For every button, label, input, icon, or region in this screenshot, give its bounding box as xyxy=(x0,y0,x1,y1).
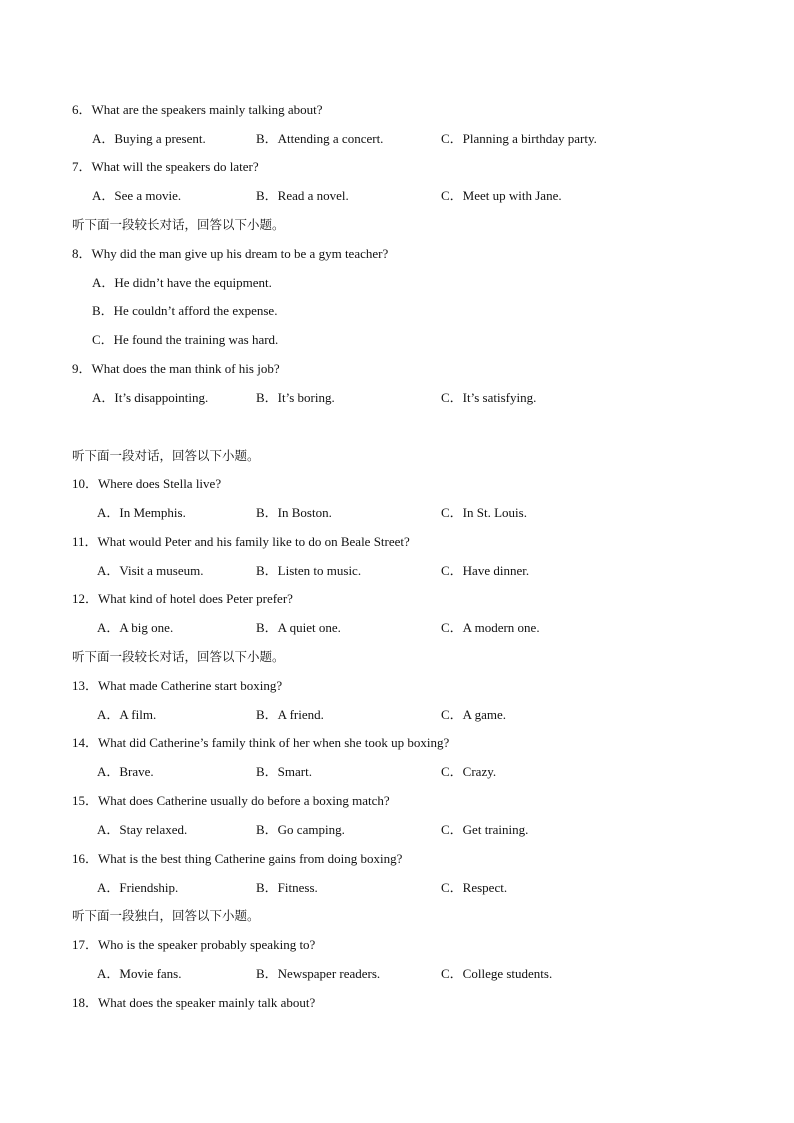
option-b: B．In Boston. xyxy=(256,505,332,520)
option-c: C．Meet up with Jane. xyxy=(441,188,562,203)
option-a: A．A film. xyxy=(97,707,157,722)
option-a: A．Brave. xyxy=(97,764,154,779)
option-c: C．Have dinner. xyxy=(441,563,530,578)
question-text: 13．What made Catherine start boxing? xyxy=(72,678,283,693)
option-c: C．It’s satisfying. xyxy=(441,390,537,405)
option-a: A．It’s disappointing. xyxy=(92,390,209,405)
section-heading: 听下面一段对话，回答以下小题。 xyxy=(72,448,260,463)
option-a: A．A big one. xyxy=(97,620,174,635)
option-a: A．See a movie. xyxy=(92,188,182,203)
option-b: B．A quiet one. xyxy=(256,620,341,635)
option-a: A．Stay relaxed. xyxy=(97,822,188,837)
option-b: B．Listen to music. xyxy=(256,563,362,578)
question-text: 17．Who is the speaker probably speaking to? xyxy=(72,937,316,952)
option-line: C．He found the training was hard. xyxy=(92,332,279,347)
option-c: C．A game. xyxy=(441,707,506,722)
option-b: B．A friend. xyxy=(256,707,324,722)
option-c: C．College students. xyxy=(441,966,553,981)
option-b: B．It’s boring. xyxy=(256,390,335,405)
option-c: C．Respect. xyxy=(441,880,508,895)
option-a: A．Movie fans. xyxy=(97,966,182,981)
option-b: B．Newspaper readers. xyxy=(256,966,381,981)
question-text: 8．Why did the man give up his dream to be a gym teacher? xyxy=(72,246,389,261)
option-b: B．Go camping. xyxy=(256,822,345,837)
question-text: 15．What does Catherine usually do before a boxing match? xyxy=(72,793,390,808)
section-heading: 听下面一段独白，回答以下小题。 xyxy=(72,908,260,923)
option-a: A．In Memphis. xyxy=(97,505,186,520)
option-a: A．Visit a museum. xyxy=(97,563,204,578)
section-heading: 听下面一段较长对话，回答以下小题。 xyxy=(72,649,285,664)
option-a: A．Friendship. xyxy=(97,880,179,895)
option-b: B．Smart. xyxy=(256,764,312,779)
question-text: 10．Where does Stella live? xyxy=(72,476,222,491)
option-a: A．Buying a present. xyxy=(92,131,206,146)
question-text: 7．What will the speakers do later? xyxy=(72,159,259,174)
option-c: C．Get training. xyxy=(441,822,529,837)
option-line: B．He couldn’t afford the expense. xyxy=(92,303,278,318)
option-b: B．Read a novel. xyxy=(256,188,349,203)
question-text: 6．What are the speakers mainly talking about? xyxy=(72,102,323,117)
question-text: 9．What does the man think of his job? xyxy=(72,361,280,376)
question-text: 12．What kind of hotel does Peter prefer? xyxy=(72,591,293,606)
question-text: 16．What is the best thing Catherine gains from doing boxing? xyxy=(72,851,403,866)
option-b: B．Fitness. xyxy=(256,880,318,895)
question-text: 14．What did Catherine’s family think of her when she took up boxing? xyxy=(72,735,450,750)
option-c: C．Crazy. xyxy=(441,764,497,779)
option-b: B．Attending a concert. xyxy=(256,131,384,146)
option-c: C．A modern one. xyxy=(441,620,540,635)
question-text: 18．What does the speaker mainly talk about? xyxy=(72,995,316,1010)
option-line: A．He didn’t have the equipment. xyxy=(92,275,272,290)
option-c: C．In St. Louis. xyxy=(441,505,527,520)
section-heading: 听下面一段较长对话，回答以下小题。 xyxy=(72,217,285,232)
option-c: C．Planning a birthday party. xyxy=(441,131,597,146)
question-text: 11．What would Peter and his family like to do on Beale Street? xyxy=(72,534,410,549)
